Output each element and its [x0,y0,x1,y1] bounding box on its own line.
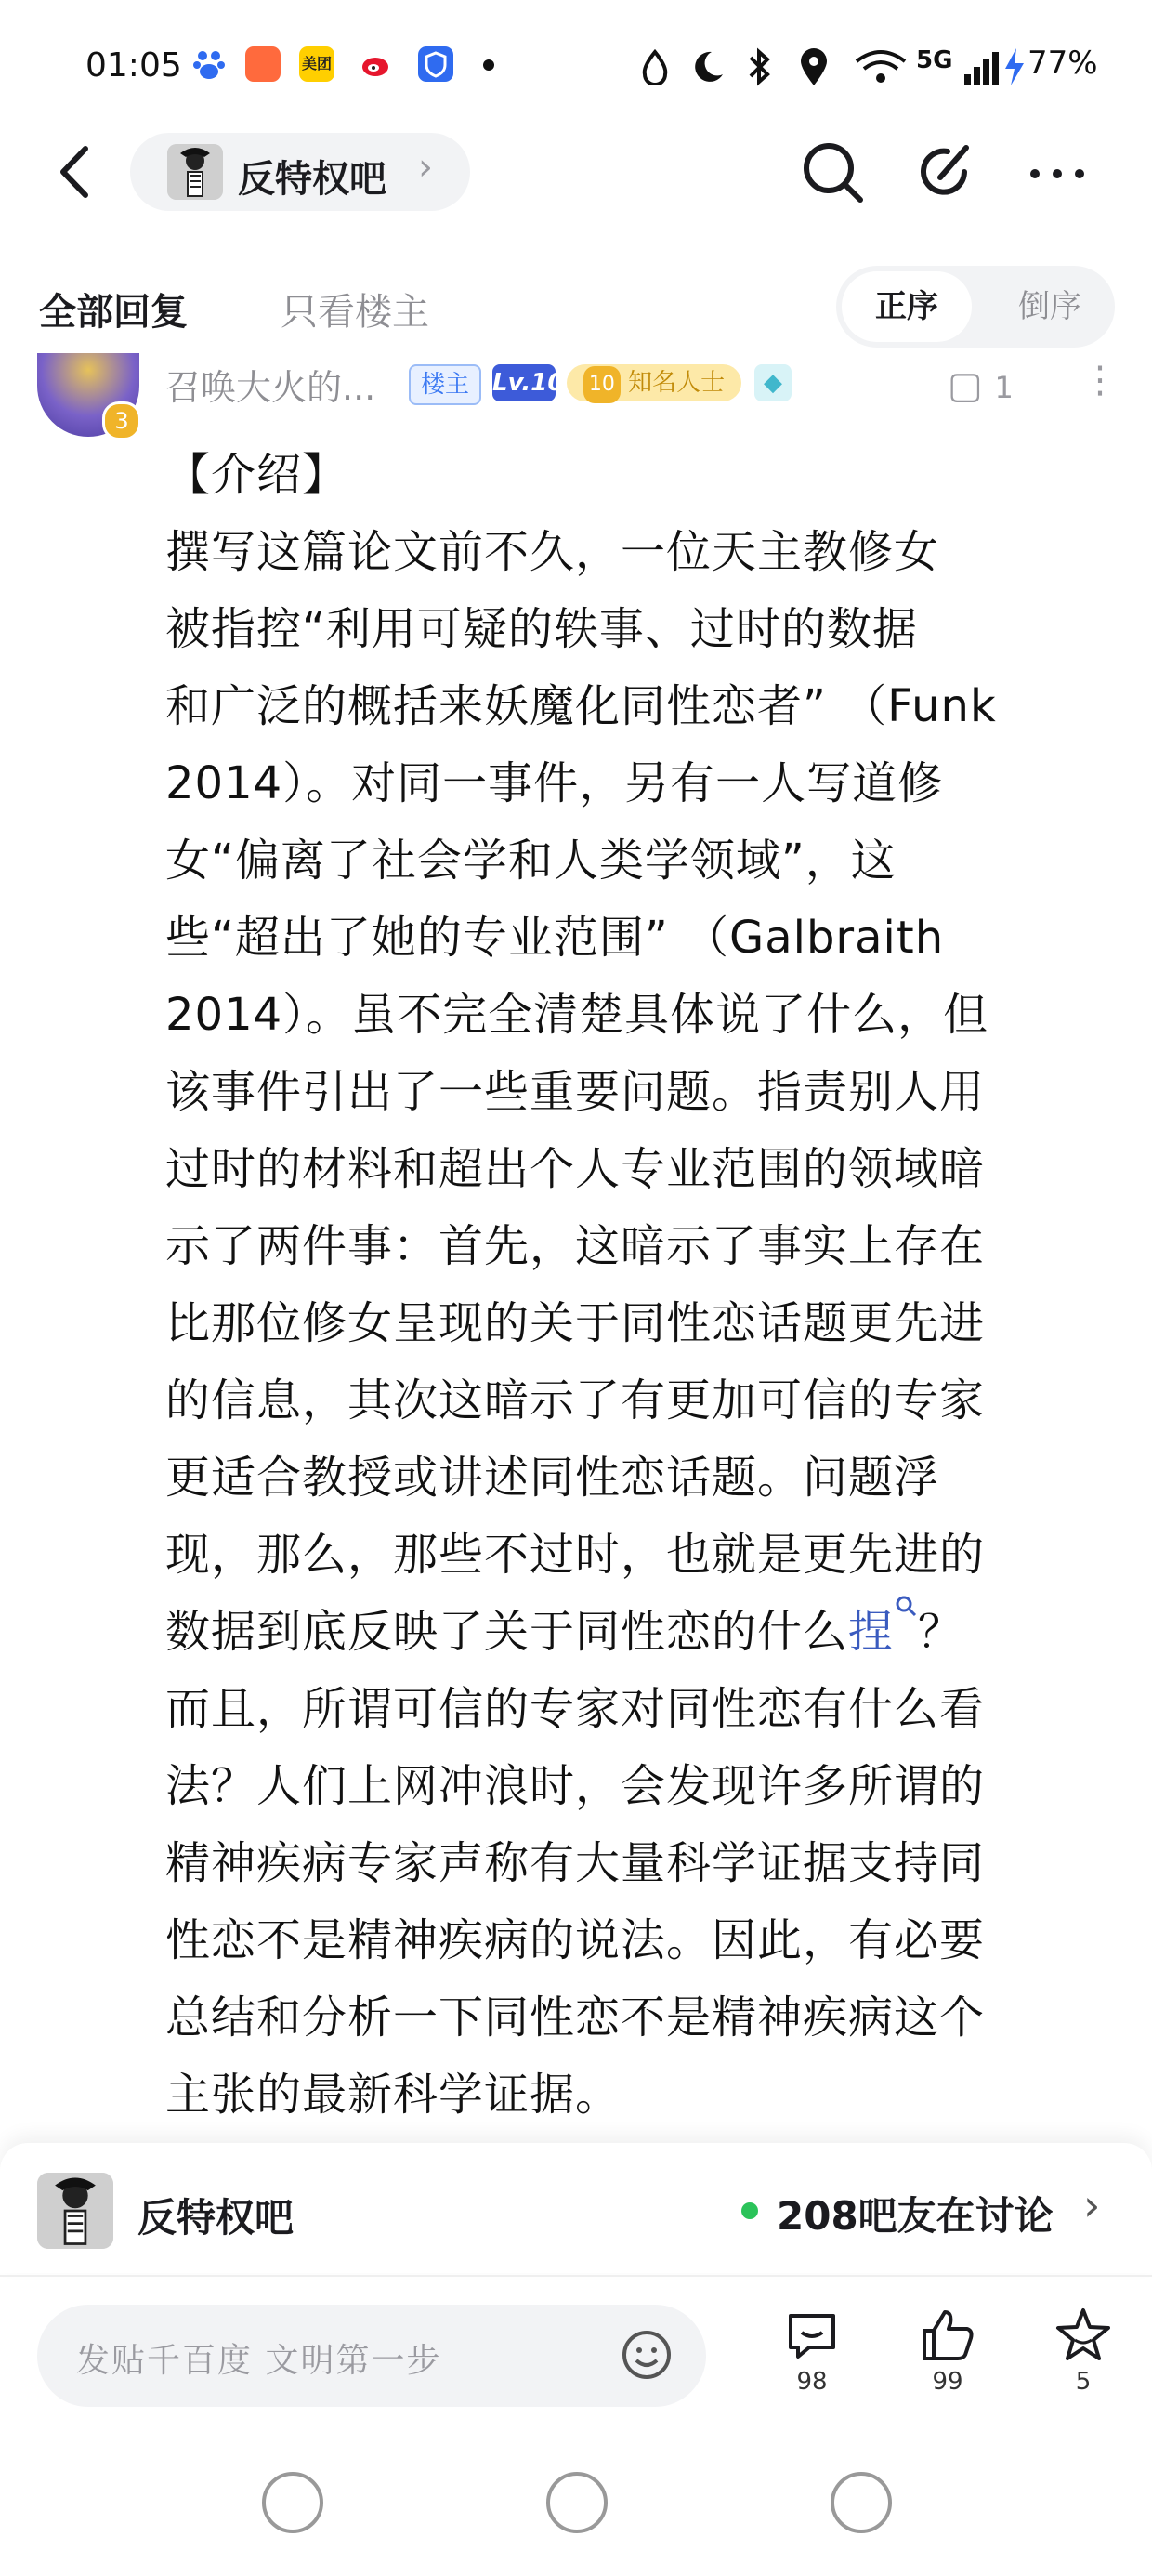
floor-number: 1 [994,370,1014,405]
forum-bar-name: 反特权吧 [137,2195,295,2241]
notification-dot-icon [483,59,494,71]
post-line: 的信息，其次这暗示了有更加可信的专家 [165,1374,986,1426]
game-app-icon [245,46,281,82]
host-badge: 楼主 [409,364,481,405]
thumbs-up-icon [917,2305,978,2366]
post-line: 2014）。虽不完全清楚具体说了什么，但 [165,989,989,1041]
level-badge: Lv.10 [492,364,556,401]
post-line-text: 数据到底反映了关于同性恋的什么 [165,1606,849,1658]
floor-icon: ▢ [948,364,983,407]
network-sticker-icon[interactable] [831,2472,892,2533]
moon-icon [689,48,727,85]
meituan-app-icon: 美团 [299,46,334,82]
baidu-app-icon [191,46,227,82]
username[interactable]: 召唤大火的... [165,367,376,408]
comment-icon [781,2305,843,2366]
charging-icon [1003,46,1026,87]
sort-asc-button[interactable]: 正序 [842,271,972,342]
chevron-right-icon: › [418,146,433,189]
post-line [165,1594,1094,1671]
search-keyword: 捏 [848,1606,895,1658]
reply-placeholder: 发贴千百度 文明第一步 [76,2342,442,2380]
avatar-level-badge: 3 [102,401,141,440]
network-type: 5G [916,46,953,74]
favorite-count: 5 [1075,2368,1092,2396]
chevron-right-icon: › [1083,2180,1101,2230]
comment-count: 98 [796,2368,828,2396]
post-more-icon[interactable]: ⋮ [1081,359,1119,401]
discussing-count: 208吧友在讨论 [777,2193,1054,2239]
post-line: 该事件引出了一些重要问题。指责别人用 [165,1066,986,1118]
user-sticker-icon[interactable] [546,2472,608,2533]
wifi-icon [853,46,909,87]
forum-bar-avatar [37,2173,113,2249]
post-line: 和广泛的概括来妖魔化同性恋者” （Funk [165,680,997,732]
post-line: 2014）。对同一事件，另有一人写道修 [165,757,944,809]
post-line: 女“偏离了社会学和人类学领域”，这 [165,835,897,887]
like-count: 99 [932,2368,963,2396]
fame-badge [567,364,741,401]
battery-level: 77% [1028,45,1098,82]
more-icon[interactable] [1020,135,1094,209]
post-line: 精神疾病专家声称有大量科学证据支持同 [165,1837,986,1889]
weibo-app-icon [359,46,394,82]
search-small-icon [894,1594,918,1618]
search-keyword-link[interactable] [848,1606,918,1658]
back-icon[interactable] [48,139,104,204]
diamond-icon: ◆ [754,364,792,401]
post-line: 比那位修女呈现的关于同性恋话题更先进 [165,1297,986,1349]
car-sticker-icon[interactable] [262,2472,323,2533]
post-line-text: ？ [918,1606,964,1658]
favorite-button[interactable] [1037,2305,1130,2396]
post-line: 撰写这篇论文前不久，一位天主教修女 [165,526,940,578]
post-line: 性恋不是精神疾病的说法。因此，有必要 [165,1914,986,1966]
reply-input[interactable] [37,2305,706,2407]
post-line: 被指控“利用可疑的轶事、过时的数据 [165,603,918,655]
edit-icon[interactable] [909,135,983,209]
forum-link-pill[interactable] [130,133,470,211]
divider [0,2275,1152,2277]
post-line: 示了两件事：首先，这暗示了事实上存在 [165,1220,986,1272]
post-line: 而且，所谓可信的专家对同性恋有什么看 [165,1683,986,1735]
post-line: 些“超出了她的专业范围” （Galbraith [165,912,945,964]
post-line: 总结和分析一下同性恋不是精神疾病这个 [165,1991,986,2044]
drop-icon [639,48,671,85]
post-line: 【介绍】 [165,449,348,501]
like-button[interactable] [901,2305,994,2396]
star-icon [1053,2305,1114,2366]
tab-all-replies[interactable]: 全部回复 [39,291,188,334]
online-dot [741,2202,758,2219]
post-line: 更适合教授或讲述同性恋话题。问题浮 [165,1452,940,1504]
status-bar [0,0,1152,130]
comment-button[interactable] [766,2305,858,2396]
signal-icon [962,46,1000,87]
search-icon[interactable] [795,135,870,209]
post-line: 现，那么，那些不过时，也就是更先进的 [165,1529,986,1581]
post-line: 主张的最新科学证据。 [165,2069,622,2121]
location-icon [797,46,831,87]
emoji-icon[interactable] [619,2327,674,2383]
fame-badge-label: 知名人士 [628,369,726,397]
post-line: 过时的材料和超出个人专业范围的领域暗 [165,1143,986,1195]
shield-app-icon [418,46,453,82]
fame-badge-level: 10 [583,366,621,403]
forum-name: 反特权吧 [238,158,386,201]
post-content [165,437,1094,2134]
forum-avatar [167,144,223,200]
bluetooth-icon [745,46,773,87]
sort-order-toggle [836,266,1115,348]
post-line: 法？人们上网冲浪时，会发现许多所谓的 [165,1760,986,1812]
floor-indicator [948,364,1014,407]
tab-only-op[interactable]: 只看楼主 [281,291,429,334]
sort-desc-button[interactable]: 倒序 [1018,288,1081,325]
status-time: 01:05 [85,46,182,85]
